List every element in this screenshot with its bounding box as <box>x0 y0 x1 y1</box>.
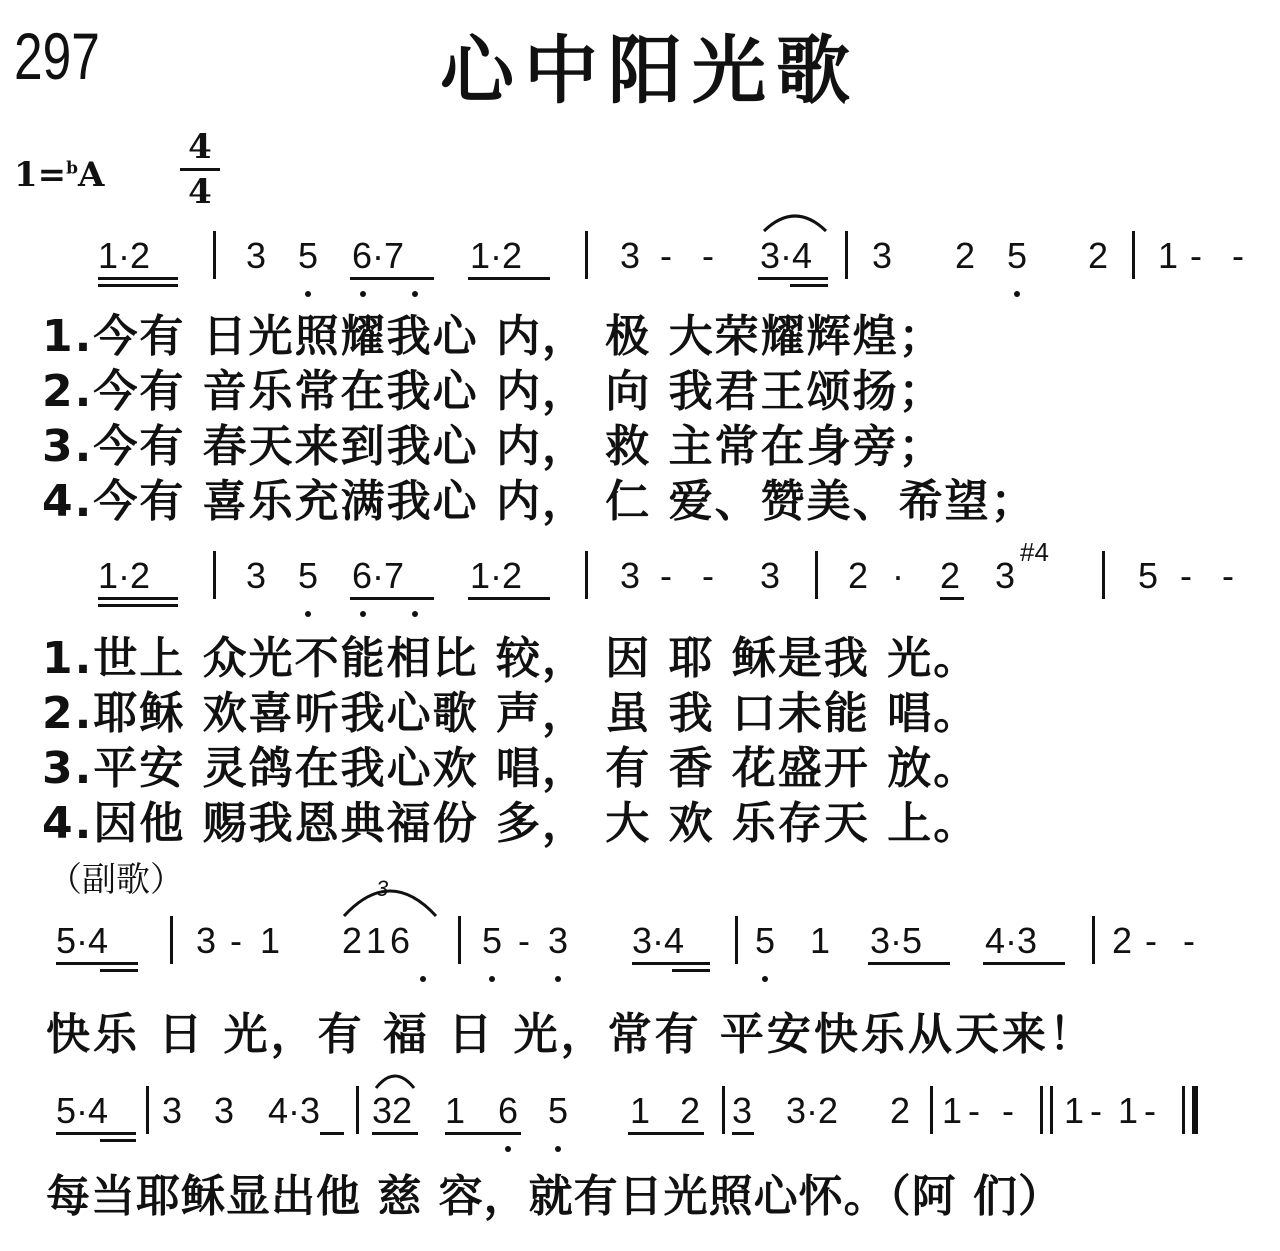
barline <box>1132 231 1135 279</box>
chorus-label: （副歌） <box>48 860 184 900</box>
low-octave-dot <box>305 291 311 297</box>
note-group: 6·7 <box>352 555 405 596</box>
double-barline <box>1050 1086 1053 1134</box>
verse-3-line-1: 3.今有 春天来到我心 内， 救 主常在身旁； <box>42 421 945 472</box>
dot-duration: · <box>892 555 904 596</box>
beam <box>468 597 550 600</box>
note: 3 <box>620 235 641 276</box>
beam <box>868 962 950 965</box>
note: 2 <box>1088 235 1109 276</box>
note-group: 6·7 <box>352 235 405 276</box>
note: 5 <box>482 920 503 961</box>
beam <box>100 1139 136 1142</box>
beam <box>758 277 828 280</box>
barline <box>146 1086 149 1134</box>
note: 1 <box>260 920 281 961</box>
slur <box>760 207 830 233</box>
note: 5 <box>1138 555 1159 596</box>
beam <box>56 1132 136 1135</box>
beam <box>98 277 178 280</box>
chorus-lyrics-line-2: 每当耶稣显出他 慈 容，就有日光照心怀。（阿 们） <box>46 1171 1063 1222</box>
dash: - - <box>1145 920 1203 961</box>
beam <box>632 962 710 965</box>
note-group: 3·5 <box>870 920 923 961</box>
low-octave-dot <box>360 611 366 617</box>
beam <box>983 962 1065 965</box>
beam <box>98 597 178 600</box>
time-divider <box>180 168 220 171</box>
note: 2 <box>1112 920 1133 961</box>
note: 5 <box>298 235 319 276</box>
note: 3 <box>872 235 893 276</box>
note: 2 <box>940 555 961 596</box>
beam <box>445 1132 521 1135</box>
note: 3 <box>246 555 267 596</box>
barline <box>722 1086 725 1134</box>
note-group: 3·4 <box>632 920 685 961</box>
low-octave-dot <box>762 976 768 982</box>
note-group: 4·3 <box>268 1090 321 1131</box>
barline <box>213 231 216 279</box>
note: 3 <box>760 555 781 596</box>
note-group: 3·4 <box>760 235 813 276</box>
note-group: 3·2 <box>786 1090 839 1131</box>
note: 5 <box>755 920 776 961</box>
chorus-lyrics-line-1: 快乐 日 光，有 福 日 光，常有 平安快乐从天来！ <box>46 1009 1096 1060</box>
note-group: 4·3 <box>985 920 1038 961</box>
key-signature <box>14 155 104 195</box>
note: 5 <box>1007 235 1028 276</box>
beam <box>672 969 710 972</box>
note: 1 <box>445 1090 466 1131</box>
barline <box>213 551 216 599</box>
beam <box>56 962 138 965</box>
verse-3-line-2: 3.平安 灵鸽在我心欢 唱， 有 香 花盛开 放。 <box>42 743 980 794</box>
beam <box>350 597 434 600</box>
beam <box>98 284 178 287</box>
note: 3 <box>620 555 641 596</box>
dash: - <box>1144 1090 1156 1131</box>
barline <box>356 1086 359 1134</box>
note-group: 1·2 <box>98 235 151 276</box>
dash: - <box>1090 1090 1102 1131</box>
note: 5 <box>298 555 319 596</box>
barline <box>1102 551 1105 599</box>
note: 1 <box>1158 235 1179 276</box>
beam <box>100 969 138 972</box>
dash: - - <box>968 1090 1020 1131</box>
barline <box>815 551 818 599</box>
verse-2-line-1: 2.今有 音乐常在我心 内， 向 我君王颂扬； <box>42 366 945 417</box>
barline <box>585 231 588 279</box>
low-octave-dot <box>360 291 366 297</box>
note-group: 1·2 <box>470 235 523 276</box>
final-barline <box>1192 1086 1198 1134</box>
verse-1-line-1: 1.今有 日光照耀我心 内， 极 大荣耀辉煌； <box>42 311 945 362</box>
time-bottom: 4 <box>188 172 212 212</box>
low-octave-dot <box>412 611 418 617</box>
time-signature <box>180 127 220 212</box>
note: 1 <box>1118 1090 1139 1131</box>
beam <box>790 284 828 287</box>
triplet-notes: 216 <box>342 920 415 961</box>
note-group: 5·4 <box>56 920 109 961</box>
hymn-number: 297 <box>14 19 100 93</box>
note: 1 <box>810 920 831 961</box>
barline <box>930 1086 933 1134</box>
note: 1 <box>630 1090 651 1131</box>
note: 1 <box>942 1090 963 1131</box>
dash: - - <box>1190 235 1254 276</box>
barline <box>458 916 461 964</box>
note: 2 <box>890 1090 911 1131</box>
barline <box>585 551 588 599</box>
beam <box>468 277 550 280</box>
low-octave-dot <box>555 976 561 982</box>
note: 5 <box>548 1090 569 1131</box>
dash: - <box>518 920 530 961</box>
note: 1 <box>1064 1090 1085 1131</box>
verse-1-line-2: 1.世上 众光不能相比 较， 因 耶 稣是我 光。 <box>42 633 980 684</box>
note-group: 1·2 <box>98 555 151 596</box>
low-octave-dot <box>420 976 426 982</box>
beam <box>732 1132 754 1135</box>
double-barline <box>1040 1086 1043 1134</box>
note-group: 32 <box>372 1090 413 1131</box>
dash: - - <box>660 555 724 596</box>
slur <box>372 1068 418 1090</box>
dash: - <box>230 920 242 961</box>
triplet-slur <box>340 874 440 920</box>
note: 2 <box>955 235 976 276</box>
beam <box>350 277 434 280</box>
low-octave-dot <box>412 291 418 297</box>
verse-4-line-2: 4.因他 赐我恩典福份 多， 大 欢 乐存天 上。 <box>42 798 980 849</box>
low-octave-dot <box>1014 291 1020 297</box>
triplet-mark: 3 <box>376 876 389 901</box>
low-octave-dot <box>505 1146 511 1152</box>
note: 6 <box>498 1090 519 1131</box>
hymn-title: 心中阳光歌 <box>440 28 860 114</box>
key-note: A <box>78 155 105 195</box>
low-octave-dot <box>555 1146 561 1152</box>
beam <box>98 604 178 607</box>
barline <box>845 231 848 279</box>
beam <box>320 1132 344 1135</box>
beam <box>372 1132 418 1135</box>
note: 3 <box>196 920 217 961</box>
note: 3 <box>246 235 267 276</box>
note: 2 <box>680 1090 701 1131</box>
note: 3 <box>162 1090 183 1131</box>
beam <box>628 1132 704 1135</box>
note: 2 <box>848 555 869 596</box>
time-top: 4 <box>188 127 212 167</box>
key-accidental: b <box>66 158 79 179</box>
note: 3 <box>214 1090 235 1131</box>
key-prefix: 1= <box>14 155 67 195</box>
note-group: 1·2 <box>470 555 523 596</box>
note: 3 <box>548 920 569 961</box>
beam <box>940 597 964 600</box>
low-octave-dot <box>305 611 311 617</box>
note-group: 5·4 <box>56 1090 109 1131</box>
dash: - - <box>660 235 724 276</box>
barline <box>170 916 173 964</box>
sharp-note: #4 <box>1020 537 1049 567</box>
dash: - - <box>1180 555 1244 596</box>
barline <box>735 916 738 964</box>
note: 3 <box>995 555 1016 596</box>
final-barline <box>1182 1086 1185 1134</box>
verse-4-line-1: 4.今有 喜乐充满我心 内， 仁 爱、赞美、希望； <box>42 476 1037 527</box>
verse-2-line-2: 2.耶稣 欢喜听我心歌 声， 虽 我 口未能 唱。 <box>42 688 980 739</box>
barline <box>1092 916 1095 964</box>
note: 3 <box>732 1090 753 1131</box>
low-octave-dot <box>489 976 495 982</box>
